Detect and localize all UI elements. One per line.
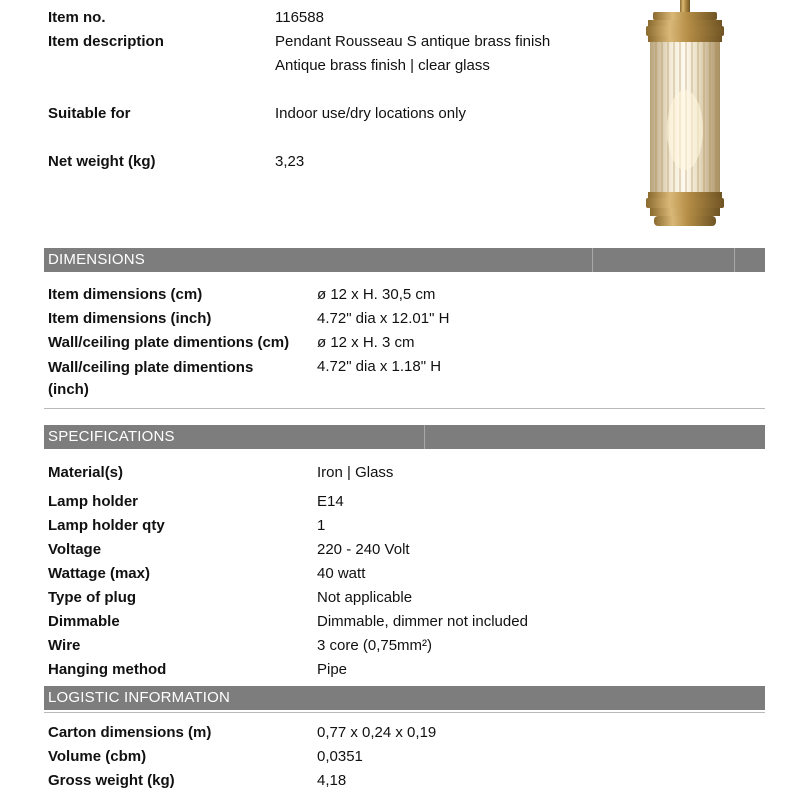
dimensions-row-value: ø 12 x H. 3 cm <box>317 334 415 351</box>
item-no-value: 116588 <box>275 9 324 26</box>
logistics-row-label: Volume (cbm) <box>48 748 147 765</box>
spec-row-value: Not applicable <box>317 589 413 606</box>
specifications-title: SPECIFICATIONS <box>48 428 175 445</box>
suitable-for-value: Indoor use/dry locations only <box>275 105 466 122</box>
dimensions-row-label: Item dimensions (inch) <box>48 310 212 327</box>
dimensions-row-value: ø 12 x H. 30,5 cm <box>317 286 436 303</box>
divider <box>44 712 765 713</box>
spec-row-value: Dimmable, dimmer not included <box>317 613 528 630</box>
spec-row-label: Voltage <box>48 541 102 558</box>
logistics-title: LOGISTIC INFORMATION <box>48 689 231 706</box>
logistics-row-label: Carton dimensions (m) <box>48 724 212 741</box>
spec-row-value: 3 core (0,75mm²) <box>317 637 433 654</box>
item-description-line1: Pendant Rousseau S antique brass finish <box>275 33 551 50</box>
item-description-label: Item description <box>48 33 164 50</box>
divider <box>44 408 765 409</box>
spec-row-value: Pipe <box>317 661 348 678</box>
logistics-row-value: 0,0351 <box>317 748 363 765</box>
spec-row-value: 40 watt <box>317 565 366 582</box>
dimensions-row-label: Wall/ceiling plate dimentions (cm) <box>48 334 290 351</box>
spec-row-label: Hanging method <box>48 661 167 678</box>
spec-row-label: Lamp holder <box>48 493 139 510</box>
spec-row-label: Lamp holder qty <box>48 517 165 534</box>
logistics-header <box>44 686 765 710</box>
pendant-lamp-photo <box>610 0 760 232</box>
logistics-row-label: Gross weight (kg) <box>48 772 175 789</box>
suitable-for-label: Suitable for <box>48 105 131 122</box>
spec-row-label: Type of plug <box>48 589 137 606</box>
dimensions-row-value: 4.72" dia x 12.01" H <box>317 310 450 327</box>
item-description-line2: Antique brass finish | clear glass <box>275 57 490 74</box>
lamp-pipe <box>680 0 690 12</box>
net-weight-label: Net weight (kg) <box>48 153 156 170</box>
spec-row-label: Dimmable <box>48 613 120 630</box>
spec-row-value: Iron | Glass <box>317 464 394 481</box>
net-weight-value: 3,23 <box>275 153 305 170</box>
spec-row-label: Material(s) <box>48 464 124 481</box>
spec-row-value: 1 <box>317 517 326 534</box>
specifications-header <box>44 425 765 449</box>
dimensions-header <box>44 248 765 272</box>
spec-row-value: E14 <box>317 493 344 510</box>
spec-row-label: Wattage (max) <box>48 565 150 582</box>
item-no-label: Item no. <box>48 9 106 26</box>
logistics-row-value: 4,18 <box>317 772 347 789</box>
dimensions-title: DIMENSIONS <box>48 251 146 268</box>
dimensions-row-label: Item dimensions (cm) <box>48 286 203 303</box>
spec-row-label: Wire <box>48 637 81 654</box>
dimensions-row-label: Wall/ceiling plate dimentions (inch) <box>48 359 254 398</box>
logistics-row-value: 0,77 x 0,24 x 0,19 <box>317 724 437 741</box>
dimensions-row-value: 4.72" dia x 1.18" H <box>317 358 442 375</box>
spec-row-value: 220 - 240 Volt <box>317 541 410 558</box>
